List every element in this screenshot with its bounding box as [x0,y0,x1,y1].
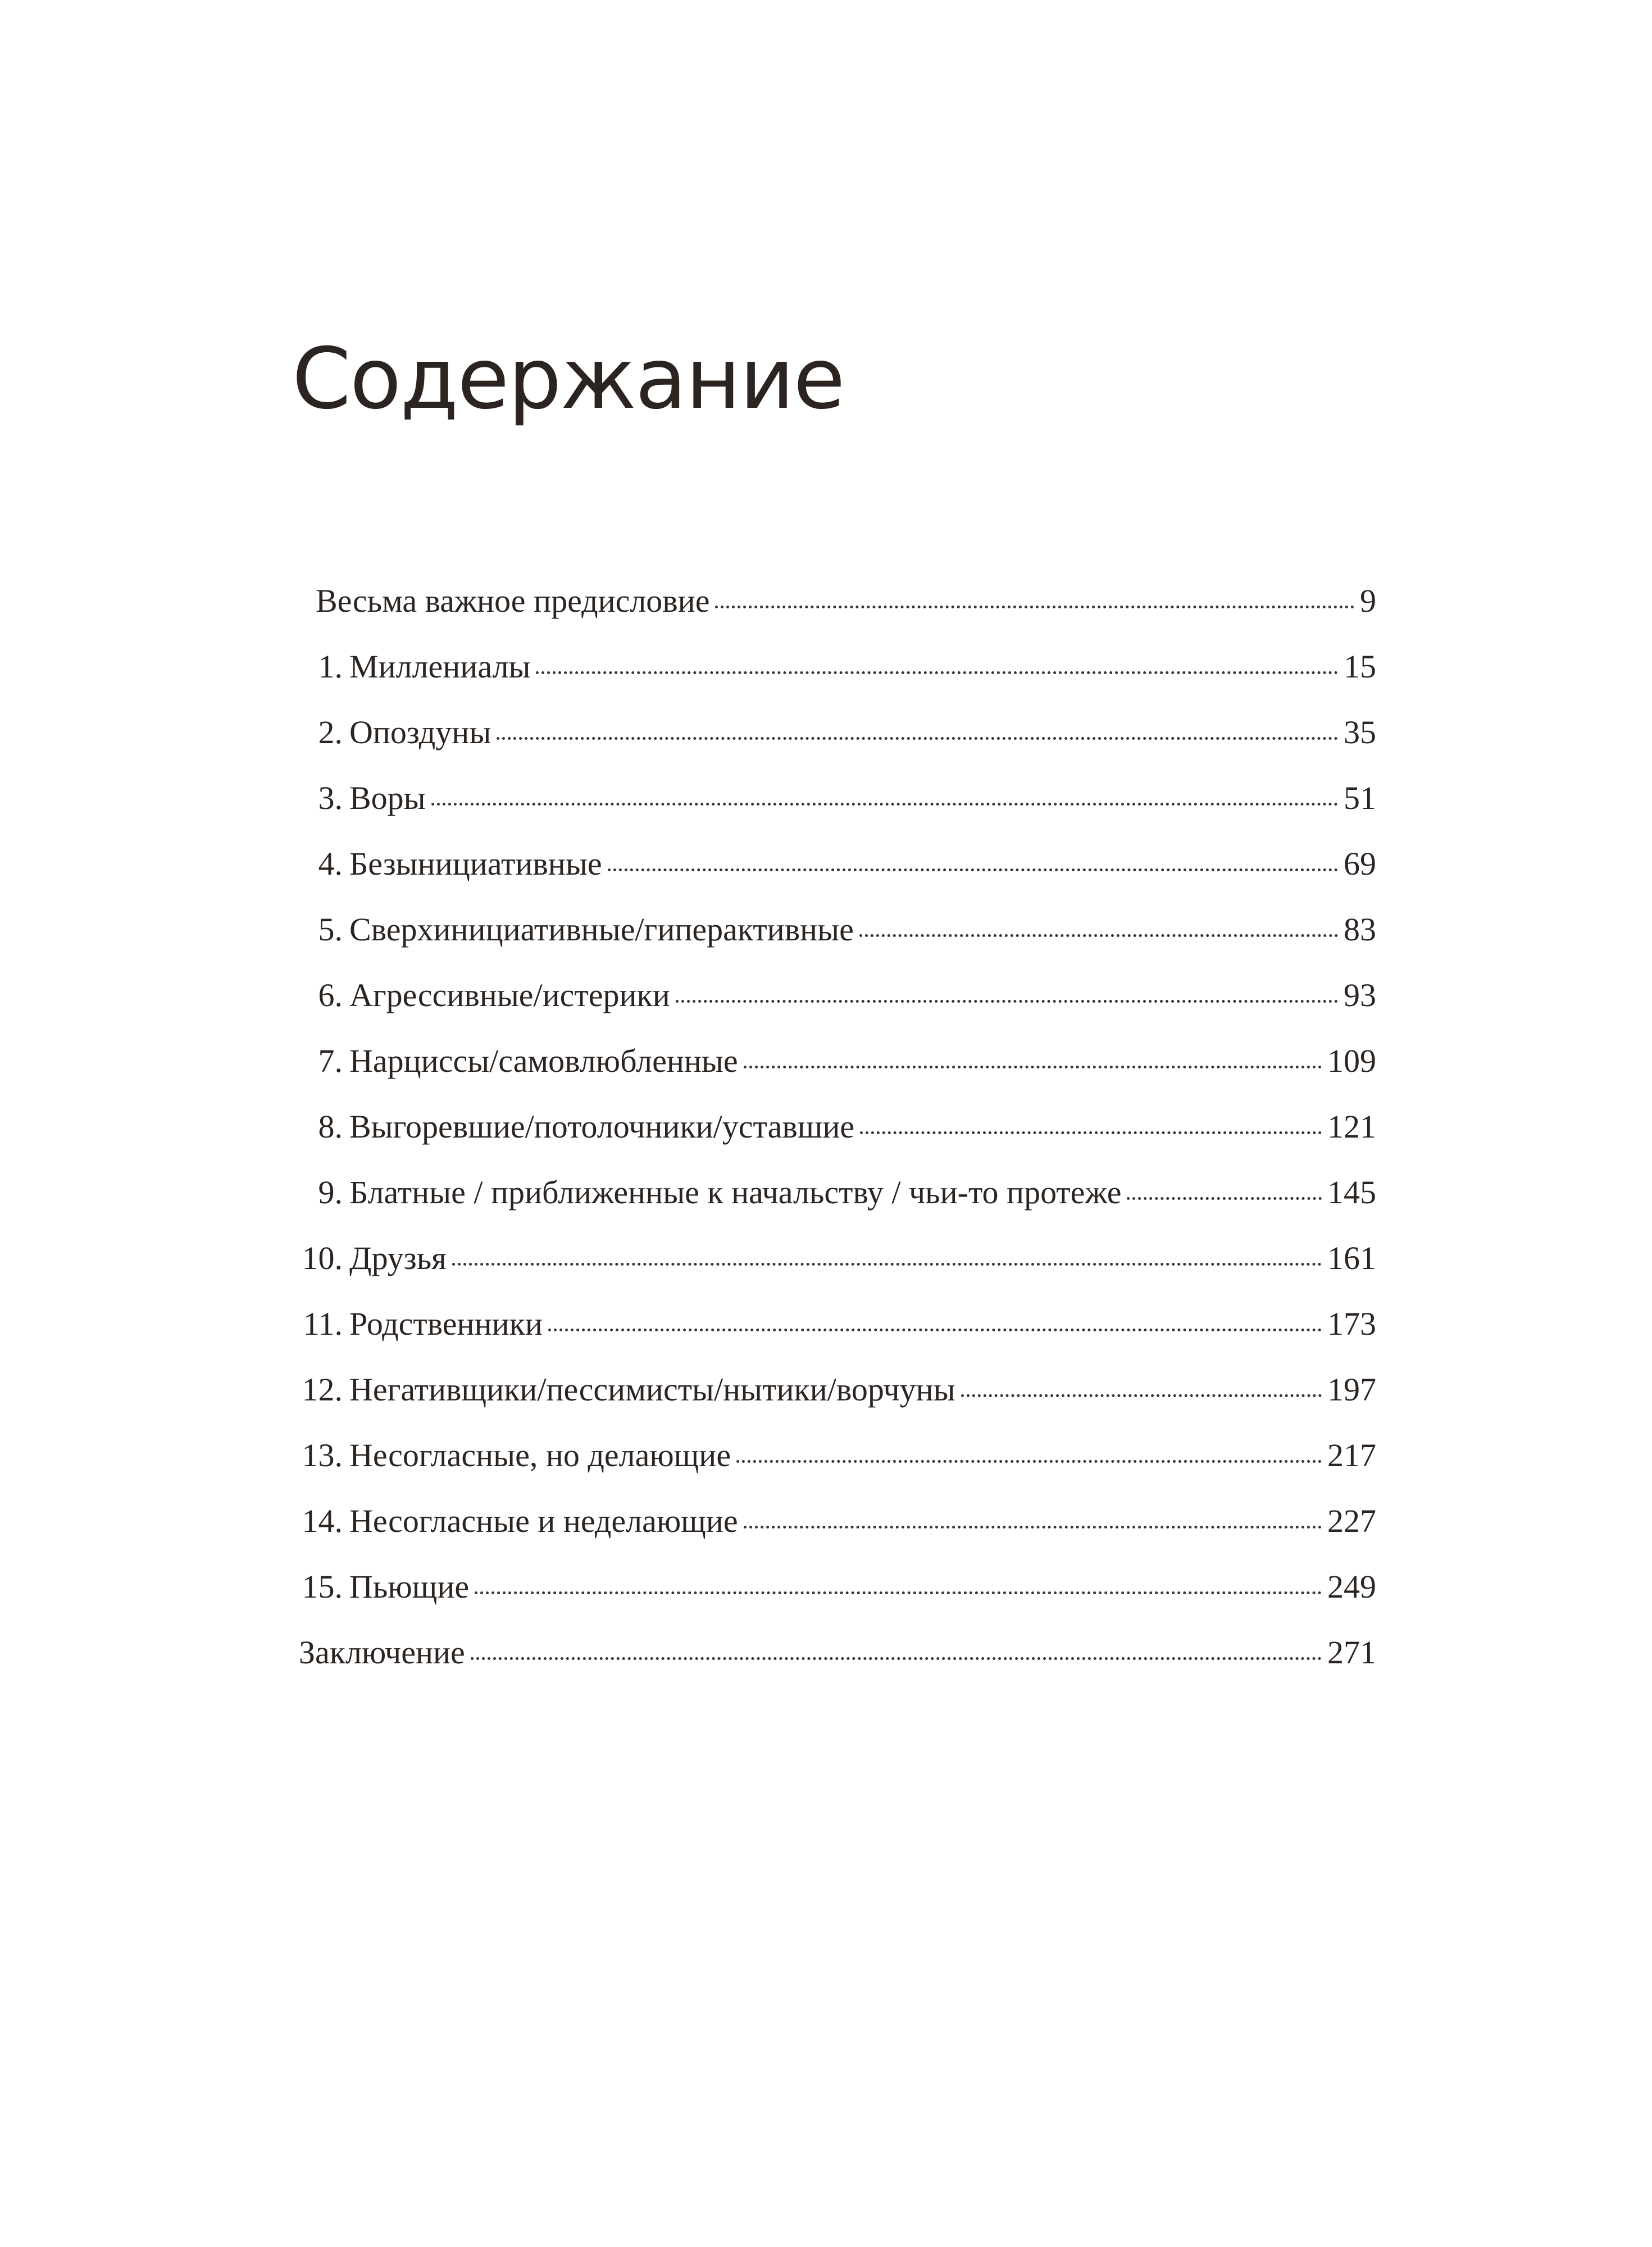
toc-entry-title: Несогласные, но делающие [349,1437,731,1473]
toc-entry-number: 3. [318,780,343,816]
toc-entry-title: Негативщики/пессимисты/нытики/ворчуны [349,1371,955,1408]
table-of-contents [292,582,1376,1699]
toc-entry-page: 249 [1327,1568,1376,1605]
toc-entry[interactable] [292,911,1376,976]
toc-entry-number: 6. [318,977,343,1013]
toc-entry[interactable] [292,648,1376,713]
toc-entry-number: 9. [318,1174,343,1211]
toc-entry-number: 7. [318,1043,343,1079]
toc-entry[interactable] [292,1568,1376,1634]
toc-entry[interactable] [292,582,1376,648]
toc-entry[interactable] [292,845,1376,911]
toc-entry-number: 13. [302,1437,343,1473]
toc-entry-page: 217 [1327,1437,1376,1473]
toc-entry-number: 4. [318,845,343,882]
dot-leader [608,868,1338,871]
dot-leader [715,606,1354,608]
toc-entry-page: 15 [1344,648,1376,685]
toc-entry-number: 14. [302,1503,343,1539]
toc-entry[interactable] [292,1502,1376,1568]
dot-leader [859,934,1338,937]
toc-entry-page: 93 [1344,977,1376,1013]
dot-leader [744,1066,1322,1068]
toc-entry-number: 12. [302,1371,343,1408]
toc-entry-page: 173 [1327,1306,1376,1342]
toc-entry[interactable] [292,1634,1376,1699]
dot-leader [961,1394,1322,1397]
toc-entry-title: Заключение [299,1634,465,1671]
toc-entry-number: 11. [303,1306,343,1342]
toc-entry-page: 145 [1327,1174,1376,1211]
toc-entry-title: Миллениалы [349,648,531,685]
toc-entry-number: 8. [318,1108,343,1145]
toc-entry-page: 121 [1327,1108,1376,1145]
toc-entry[interactable] [292,1436,1376,1502]
dot-leader [471,1657,1322,1660]
toc-entry[interactable] [292,713,1376,779]
toc-entry[interactable] [292,976,1376,1042]
toc-entry-number: 10. [302,1240,343,1276]
toc-entry-title: Агрессивные/истерики [349,977,670,1013]
dot-leader [860,1131,1322,1134]
dot-leader [736,1460,1322,1463]
toc-entry-title: Блатные / приближенные к начальству / чьи-то протеже [349,1174,1122,1211]
toc-entry-number: 2. [318,714,343,750]
toc-entry-page: 9 [1360,583,1376,619]
toc-entry[interactable] [292,1239,1376,1305]
toc-entry[interactable] [292,1371,1376,1436]
toc-entry-page: 51 [1344,780,1376,816]
toc-entry-page: 161 [1327,1240,1376,1276]
toc-entry-page: 83 [1344,911,1376,948]
page-title: Содержание [292,330,844,428]
dot-leader [452,1263,1322,1266]
toc-entry-title: Опоздуны [349,714,491,750]
toc-entry-title: Несогласные и неделающие [349,1503,738,1539]
toc-entry-page: 109 [1327,1043,1376,1079]
toc-entry-title: Нарциссы/самовлюбленные [349,1043,738,1079]
toc-entry-page: 271 [1327,1634,1376,1671]
toc-entry-title: Родственники [349,1306,543,1342]
toc-entry-page: 35 [1344,714,1376,750]
toc-entry-page: 69 [1344,845,1376,882]
toc-entry[interactable] [292,1108,1376,1173]
toc-entry[interactable] [292,779,1376,845]
toc-entry-title: Воры [349,780,426,816]
toc-entry-title: Весьма важное предисловие [316,583,710,619]
dot-leader [431,803,1338,806]
toc-entry-number: 15. [302,1568,343,1605]
toc-entry-number: 5. [318,911,343,948]
toc-entry-page: 197 [1327,1371,1376,1408]
toc-entry-title: Пьющие [349,1568,470,1605]
toc-entry-title: Выгоревшие/потолочники/уставшие [349,1108,855,1145]
toc-entry-title: Друзья [349,1240,447,1276]
toc-entry[interactable] [292,1042,1376,1108]
toc-entry[interactable] [292,1305,1376,1371]
toc-entry-title: Безынициативные [349,845,602,882]
dot-leader [676,1000,1338,1003]
toc-entry-title: Сверхинициативные/гиперактивные [349,911,854,948]
dot-leader [548,1329,1322,1331]
dot-leader [536,671,1338,674]
toc-entry-page: 227 [1327,1503,1376,1539]
toc-entry-number: 1. [318,648,343,685]
dot-leader [497,737,1338,740]
dot-leader [475,1591,1322,1594]
toc-entry[interactable] [292,1173,1376,1239]
dot-leader [744,1526,1322,1529]
dot-leader [1127,1197,1322,1200]
